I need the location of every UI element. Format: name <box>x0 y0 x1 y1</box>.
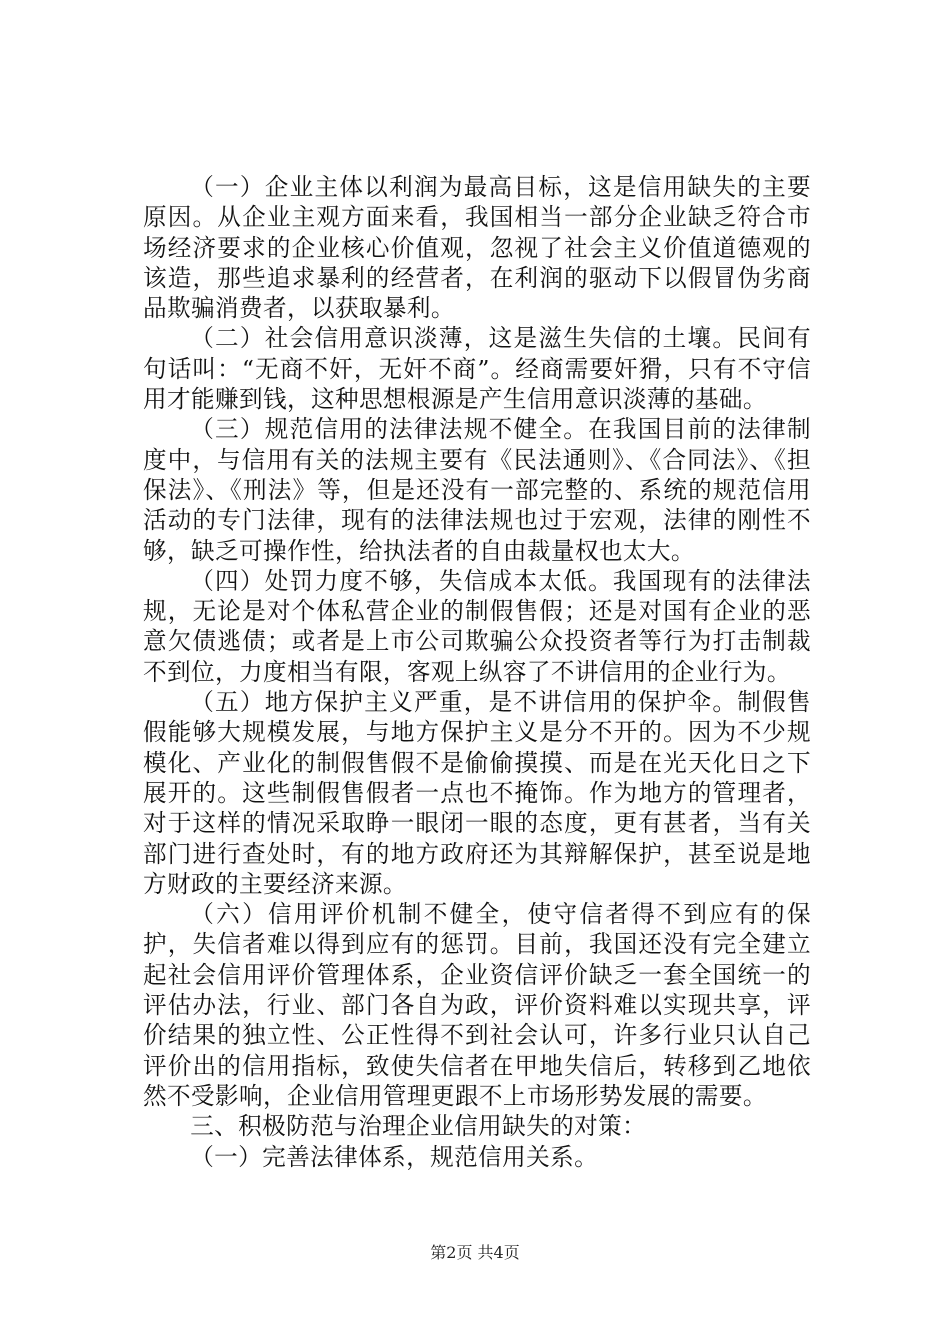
page-footer: 第2页 共4页 <box>430 1243 520 1262</box>
paragraph-4: （四）处罚力度不够，失信成本太低。我国现有的法律法规，无论是对个体私营企业的制假售假；还是对国有企业的恶意欠债逃债；或者是上市公司欺骗公众投资者等行为打击制裁不到位，力度相当有限，客观上纵容了不讲信用的企业行为。 <box>143 566 811 686</box>
paragraph-2: （二）社会信用意识淡薄，这是滋生失信的土壤。民间有句话叫：“无商不奸，无奸不商”。经商需要奸猾，只有不守信用才能赚到钱，这种思想根源是产生信用意识淡薄的基础。 <box>143 324 811 414</box>
paragraph-5: （五）地方保护主义严重，是不讲信用的保护伞。制假售假能够大规模发展，与地方保护主义是分不开的。因为不少规模化、产业化的制假售假不是偷偷摸摸、而是在光天化日之下展开的。这些制假售假者一点也不掩饰。作为地方的管理者，对于这样的情况采取睁一眼闭一眼的态度，更有甚者，当有关部门进行查处时，有的地方政府还为其辩解保护，甚至说是地方财政的主要经济来源。 <box>143 688 811 898</box>
paragraph-6: （六）信用评价机制不健全，使守信者得不到应有的保护，失信者难以得到应有的惩罚。目前，我国还没有完全建立起社会信用评价管理体系，企业资信评价缺乏一套全国统一的评估办法，行业、部门各自为政，评价资料难以实现共享，评价结果的独立性、公正性得不到社会认可，许多行业只认自己评价出的信用指标，致使失信者在甲地失信后，转移到乙地依然不受影响，企业信用管理更跟不上市场形势发展的需要。 <box>143 900 811 1110</box>
subsection-heading: （一）完善法律体系，规范信用关系。 <box>190 1142 599 1171</box>
paragraph-1: （一）企业主体以利润为最高目标，这是信用缺失的主要原因。从企业主观方面来看，我国相当一部分企业缺乏符合市场经济要求的企业核心价值观，忽视了社会主义价值道德观的该造，那些追求暴利的经营者，在利润的驱动下以假冒伪劣商品欺骗消费者，以获取暴利。 <box>143 173 811 323</box>
document-body <box>143 172 811 1172</box>
paragraph-3: （三）规范信用的法律法规不健全。在我国目前的法律制度中，与信用有关的法规主要有《民法通则》、《合同法》、《担保法》、《刑法》等，但是还没有一部完整的、系统的规范信用活动的专门法律，现有的法律法规也过于宏观，法律的刚性不够，缺乏可操作性，给执法者的自由裁量权也太大。 <box>143 415 811 565</box>
section-heading: 三、积极防范与治理企业信用缺失的对策： <box>190 1112 647 1141</box>
